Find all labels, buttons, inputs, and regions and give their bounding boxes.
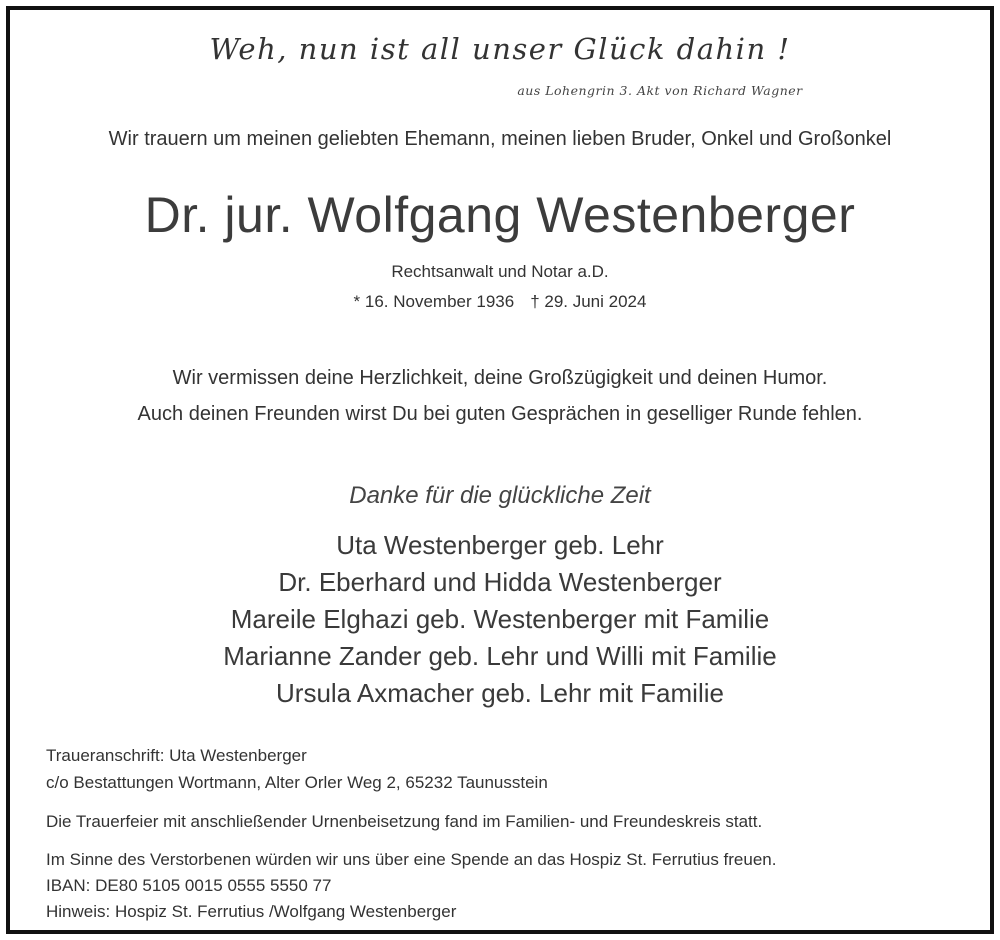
death-date: † 29. Juni 2024 [530,292,647,311]
life-dates [10,292,990,312]
deceased-name: Dr. jur. Wolfgang Westenberger [144,187,856,243]
notice-frame [6,6,994,934]
intro-text: Wir trauern um meinen geliebten Ehemann, meinen lieben Bruder, Onkel und Großonkel [108,128,892,150]
obituary-notice [10,10,990,930]
iban-text: IBAN: DE80 5105 0015 0555 5550 77 [46,876,332,895]
birth-date: * 16. November 1936 [353,292,515,311]
mourner-line: Mareile Elghazi geb. Westenberger mit Familie [230,604,770,634]
mourner-line: Uta Westenberger geb. Lehr [336,530,664,560]
thanks-line: Danke für die glückliche Zeit [349,482,651,509]
motto-source: aus Lohengrin 3. Akt von Richard Wagner [517,83,803,98]
mourner-line: Dr. Eberhard und Hidda Westenberger [278,567,722,597]
deceased-title: Rechtsanwalt und Notar a.D. [391,262,609,281]
mourner-line: Ursula Axmacher geb. Lehr mit Familie [276,678,724,708]
address-line-2: c/o Bestattungen Wortmann, Alter Orler Weg 2, 65232 Taunusstein [46,773,548,792]
mourner-line: Marianne Zander geb. Lehr und Willi mit Familie [223,641,777,671]
ceremony-text: Die Trauerfeier mit anschließender Urnenbeisetzung fand im Familien- und Freundeskreis statt. [46,812,763,831]
address-line-1: Traueranschrift: Uta Westenberger [46,746,307,765]
motto: Weh, nun ist all unser Glück dahin ! [209,32,791,66]
donation-note: Hinweis: Hospiz St. Ferrutius /Wolfgang Westenberger [46,902,457,921]
donation-text: Im Sinne des Verstorbenen würden wir uns über eine Spende an das Hospiz St. Ferrutius freuen. [46,850,777,869]
quote-line-2: Auch deinen Freunden wirst Du bei guten Gesprächen in geselliger Runde fehlen. [137,403,863,425]
quote-line-1: Wir vermissen deine Herzlichkeit, deine Großzügigkeit und deinen Humor. [172,367,828,389]
